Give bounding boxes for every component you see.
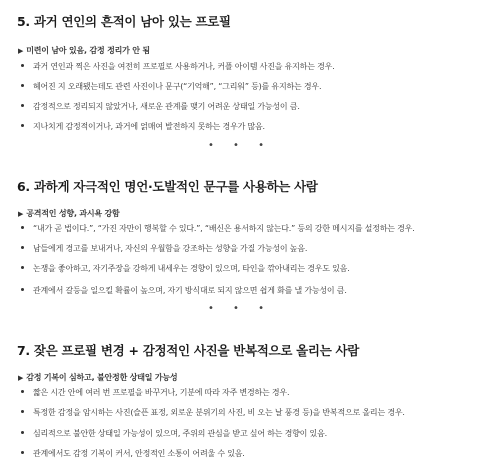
list-item-text: 짧은 시간 안에 여러 번 프로필을 바꾸거나, 기분에 따라 자주 변경하는 경우. — [33, 388, 290, 397]
section-divider: • • • — [207, 303, 273, 314]
list-item-text: “내가 곧 법이다.”, “가진 자만이 행복할 수 있다.”, “배신은 용서하지 않는다.” 등의 강한 메시지를 설정하는 경우. — [33, 224, 415, 233]
section-divider: • • • — [207, 140, 273, 151]
subheading-text: 공격적인 성향, 과시욕 강함 — [26, 209, 120, 218]
section-6-subheading — [18, 208, 120, 219]
bullet-dot-icon — [21, 104, 24, 107]
list-item — [18, 448, 245, 459]
list-item-text: 지나치게 감정적이거나, 과거에 얽매여 발전하지 못하는 경우가 많음. — [33, 122, 265, 131]
triangle-bullet-icon: ▶ — [18, 374, 24, 382]
list-item — [18, 101, 300, 112]
list-item — [18, 285, 347, 296]
list-item — [18, 223, 415, 234]
list-item-text: 논쟁을 좋아하고, 자기주장을 강하게 내세우는 경향이 있으며, 타인을 깎아내리는 경우도 있음. — [33, 264, 350, 273]
list-item — [18, 263, 350, 274]
bullet-dot-icon — [21, 431, 24, 434]
bullet-dot-icon — [21, 410, 24, 413]
list-item — [18, 121, 265, 132]
triangle-bullet-icon: ▶ — [18, 47, 24, 55]
list-item-text: 관계에서 갈등을 일으킬 확률이 높으며, 자기 방식대로 되지 않으면 쉽게 화를 낼 가능성이 큼. — [33, 286, 347, 295]
bullet-dot-icon — [21, 226, 24, 229]
section-7-subheading — [18, 372, 177, 383]
bullet-dot-icon — [21, 246, 24, 249]
list-item — [18, 387, 289, 398]
list-item-text: 관계에서도 감정 기복이 커서, 안정적인 소통이 어려울 수 있음. — [33, 449, 245, 458]
bullet-dot-icon — [21, 266, 24, 269]
list-item-text: 심리적으로 불안한 상태일 가능성이 있으며, 주위의 관심을 받고 싶어 하는 경향이 있음. — [33, 429, 327, 438]
list-item — [18, 61, 334, 72]
bullet-dot-icon — [21, 124, 24, 127]
section-7-title: 7. 잦은 프로필 변경 + 감정적인 사진을 반복적으로 올리는 사람 — [17, 343, 360, 358]
bullet-dot-icon — [21, 451, 24, 454]
bullet-dot-icon — [21, 84, 24, 87]
list-item-text: 헤어진 지 오래됐는데도 관련 사진이나 문구(“기억해”, “그리워” 등)를 유지하는 경우. — [33, 82, 322, 91]
list-item-text: 특정한 감정을 암시하는 사진(슬픈 표정, 외로운 분위기의 사진, 비 오는 날 풍경 등)을 반복적으로 올리는 경우. — [33, 408, 405, 417]
triangle-bullet-icon: ▶ — [18, 210, 24, 218]
list-item — [18, 243, 307, 254]
bullet-dot-icon — [21, 390, 24, 393]
list-item-text: 남들에게 경고를 보내거나, 자신의 우월함을 강조하는 성향을 가질 가능성이 높음. — [33, 244, 308, 253]
list-item — [18, 407, 405, 418]
subheading-text: 감정 기복이 심하고, 불안정한 상태일 가능성 — [26, 373, 178, 382]
bullet-dot-icon — [21, 64, 24, 67]
section-6-title: 6. 과하게 자극적인 명언·도발적인 문구를 사용하는 사람 — [17, 179, 318, 194]
list-item — [18, 81, 321, 92]
list-item-text: 과거 연인과 찍은 사진을 여전히 프로필로 사용하거나, 커플 아이템 사진을 유지하는 경우. — [33, 62, 335, 71]
subheading-text: 미련이 남아 있음, 감정 정리가 안 됨 — [26, 46, 150, 55]
list-item-text: 감정적으로 정리되지 않았거나, 새로운 관계를 맺기 어려운 상태일 가능성이 큼. — [33, 102, 300, 111]
section-5-subheading — [18, 45, 150, 56]
list-item — [18, 428, 327, 439]
bullet-dot-icon — [21, 288, 24, 291]
section-5-title: 5. 과거 연인의 흔적이 남아 있는 프로필 — [17, 14, 231, 29]
